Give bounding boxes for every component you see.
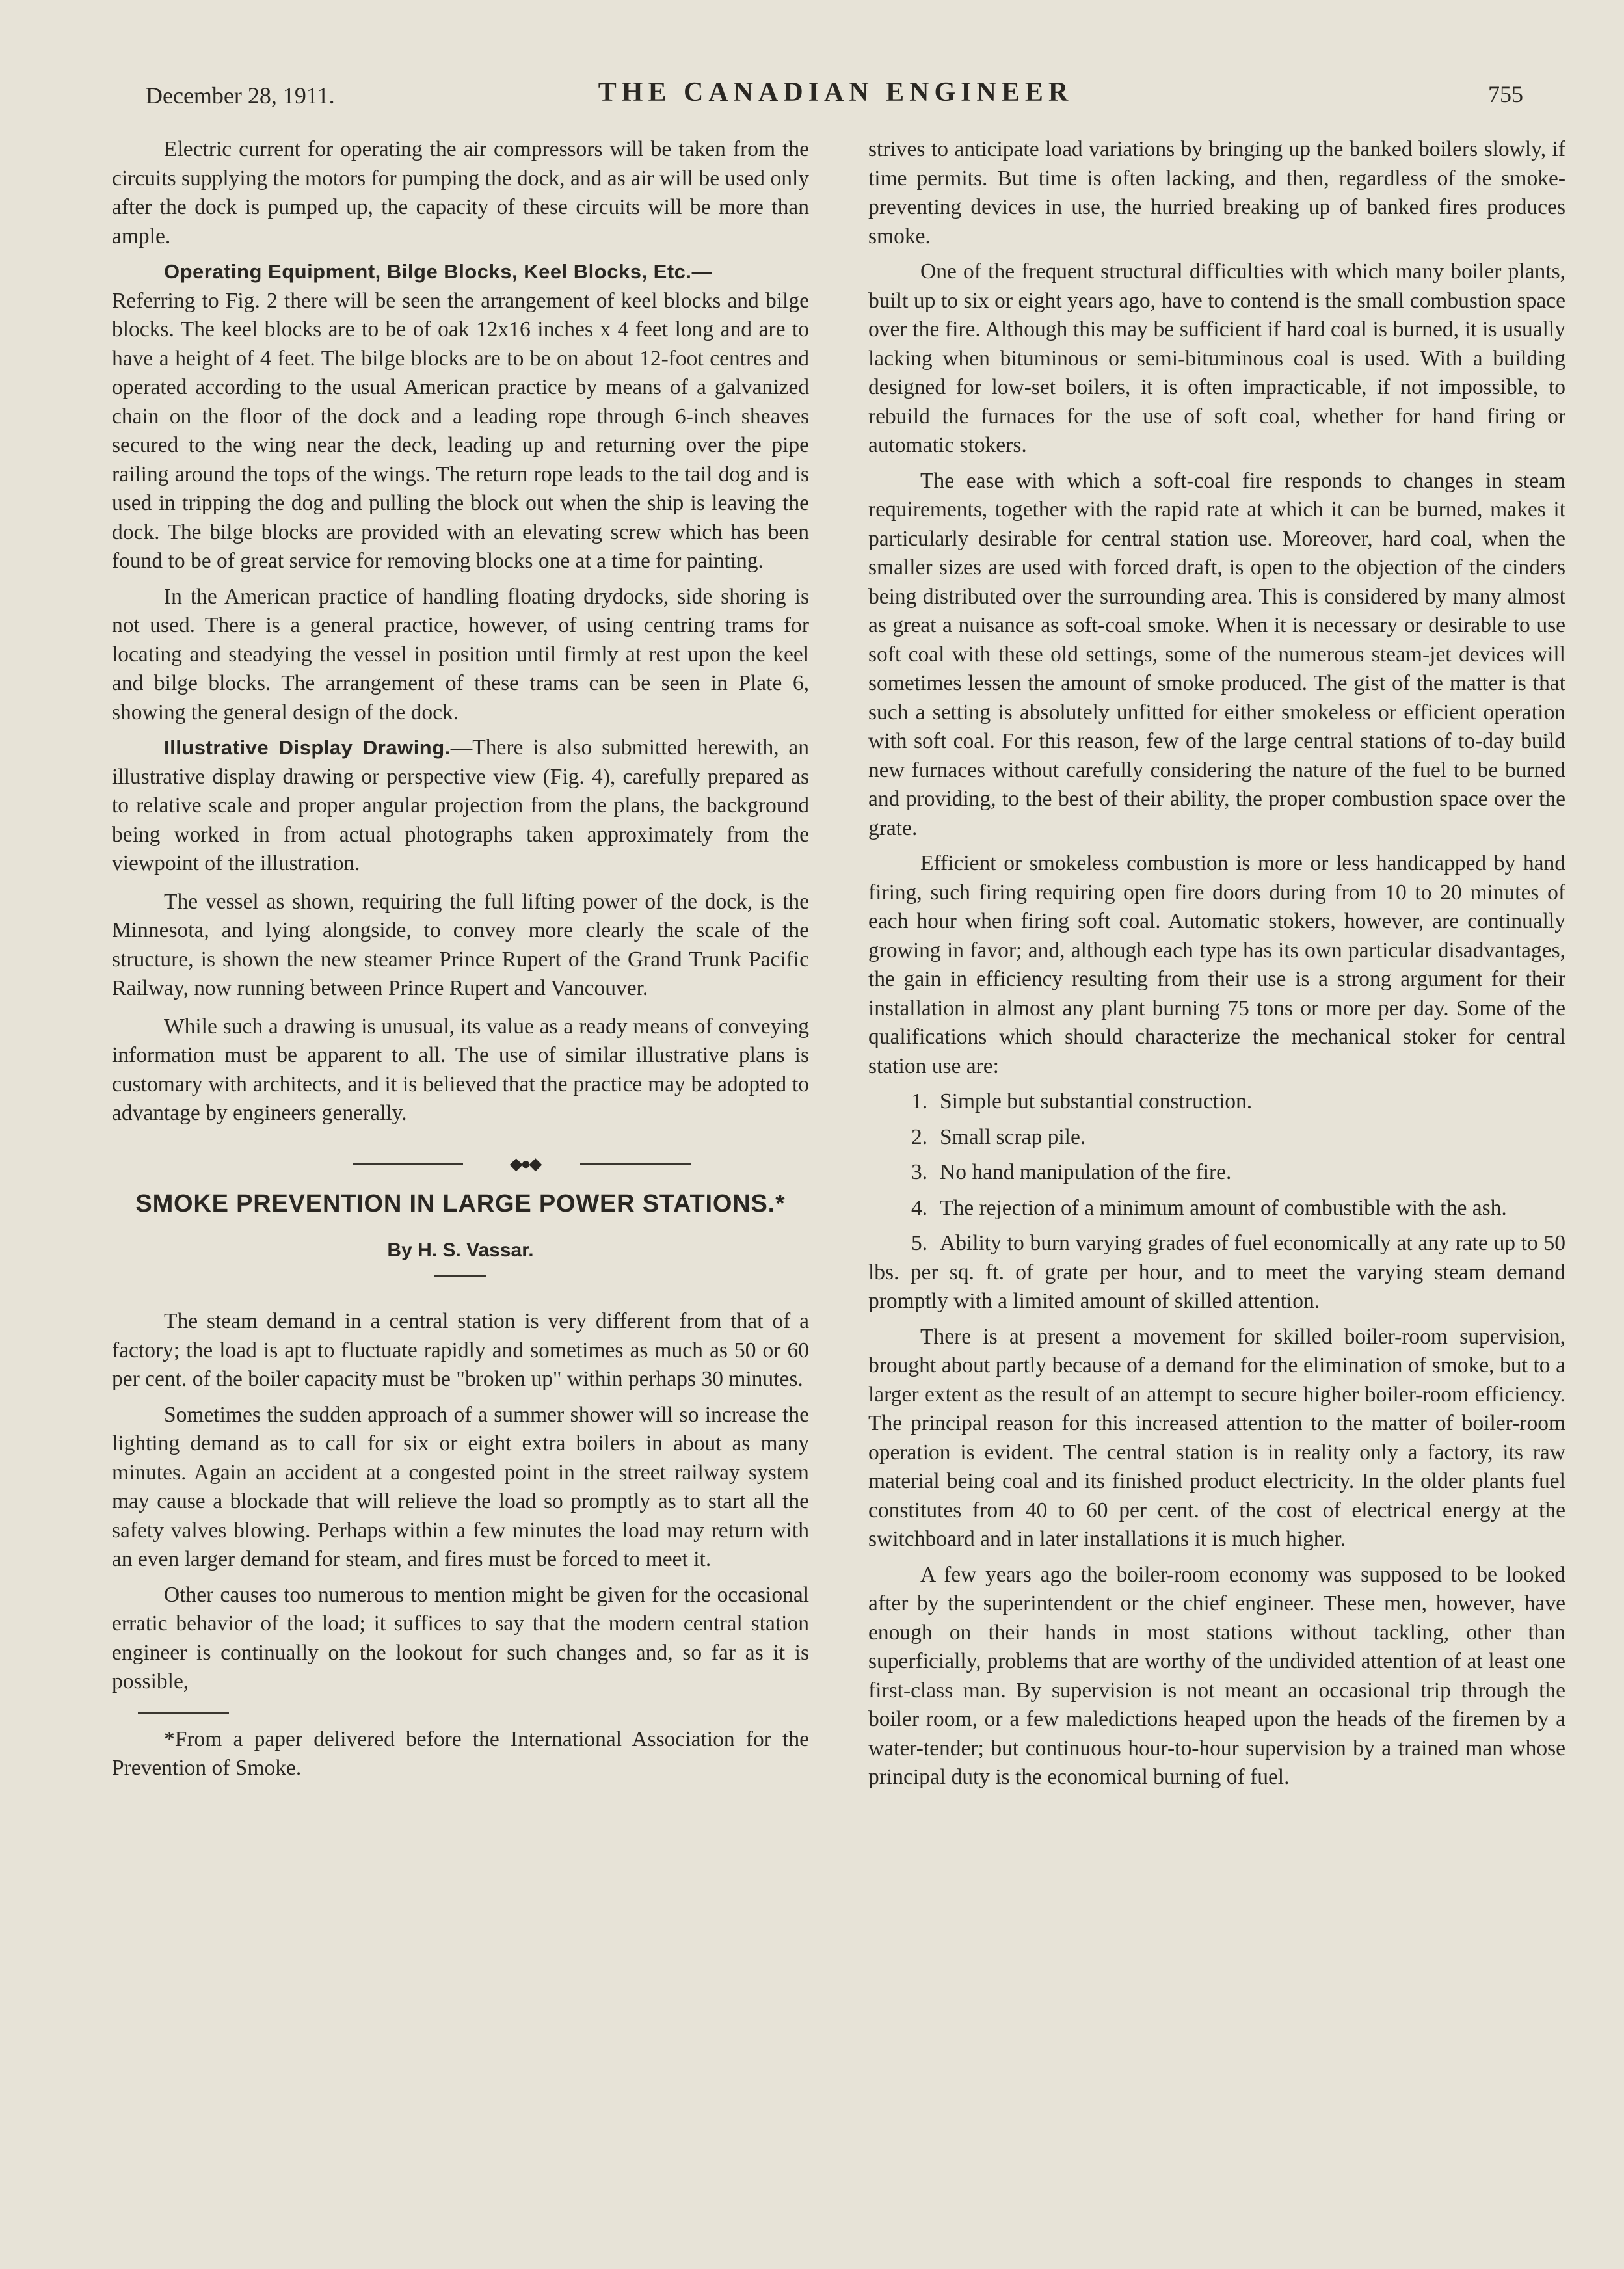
footnote: *From a paper delivered before the International Association for the Prevention of Smoke. xyxy=(112,1727,809,1780)
issue-date: December 28, 1911. xyxy=(146,83,335,109)
paragraph: Sometimes the sudden approach of a summer shower will so increase the lighting demand as to call for six or eight extra boilers in about as many minutes. Again an accident at a congested point in the street railway system may cause a blockade that will relieve the load so promptly as to start all the safety valves blowing. Perhaps within a few minutes the load may return with an even larger demand for steam, and fires must be forced to meet it. xyxy=(112,1402,809,1571)
paragraph xyxy=(112,258,809,576)
divider xyxy=(434,1275,486,1277)
paragraph xyxy=(112,734,809,879)
journal-title: THE CANADIAN ENGINEER xyxy=(598,77,1074,107)
ornament-line xyxy=(353,1163,463,1165)
ornament-diamonds: ◆●◆ xyxy=(509,1154,540,1173)
paragraph: Efficient or smokeless combustion is more or less handicapped by hand firing, such firing requiring open fire doors during from 10 to 20 minutes of each hour when firing soft coal. Automatic stokers, however, are continually growing in favor; and, although each type has its own particular disadvantages, the gain in efficiency resulting from their use is a strong argument for their installation in almost any plant burning 75 tons or more per day. Some of the qualifications which should characterize the mechanical stoker for central station use are: xyxy=(868,851,1565,1078)
paragraph-text: Referring to Fig. 2 there will be seen the arrangement of keel blocks and bilge blocks. The keel blocks are to be of oak 12x16 inches x 4 feet long and are to have a height of 4 feet. The bilge blocks are to be on about 12-foot centres and operated according to the usual American practice by means of a galvanized chain on the floor of the dock and a leading rope through 6-inch sheaves secured to the wing near the deck, leading up and returning over the pipe railing around the tops of the wings. The return rope leads to the tail dog and is used in tripping the dog and pulling the block out when the ship is leaving the dock. The bilge blocks are provided with an elevating screw which has been found to be of great service for removing blocks one at a time for painting. xyxy=(112,288,809,573)
paragraph: The ease with which a soft-coal fire responds to changes in steam requirements, together with the rapid rate at which it can be burned, makes it particularly desirable for central station use. Moreover, hard coal, when the smaller sizes are used with forced draft, is open to the objection of the cinders being distributed over the surrounding area. This is considered by many almost as great a nuisance as soft-coal smoke. When it is necessary or desirable to use soft coal with these old settings, some of the numerous steam-jet devices will sometimes lessen the amount of smoke produced. The gist of the matter is that such a setting is absolutely unfitted for either smokeless or efficient operation with soft coal. For this reason, few of the large central stations of to-day build new furnaces without carefully considering the nature of the fuel to be burned and providing, to the best of their ability, the proper combustion space over the grate. xyxy=(868,468,1565,840)
byline: By H. S. Vassar. xyxy=(387,1239,534,1261)
paragraph: Other causes too numerous to mention might be given for the occasional erratic behavior of the load; it suffices to say that the modern central station engineer is continually on the lookout for such changes and, so far as it is possible, xyxy=(112,1582,809,1693)
list-item: 3. No hand manipulation of the fire. xyxy=(911,1160,1232,1184)
paragraph-text: —There is also submitted herewith, an illustrative display drawing or perspective view (Fig. 4), carefully prepared as to relative scale and proper angular projection from the plans, the background being worked in from actual photographs taken approximately from the viewpoint of the illustration. xyxy=(112,736,809,875)
page-number: 755 xyxy=(1488,81,1523,107)
article-title: SMOKE PREVENTION IN LARGE POWER STATIONS.* xyxy=(135,1189,786,1217)
paragraph: strives to anticipate load variations by bringing up the banked boilers slowly, if time permits. But time is often lacking, and then, regardless of the smoke-preventing devices in use, the hurried breaking up of banked fires produces smoke. xyxy=(868,137,1565,248)
section-subhead: Illustrative Display Drawing. xyxy=(164,736,451,759)
paragraph: A few years ago the boiler-room economy was supposed to be looked after by the superintendent or the chief engineer. These men, however, have enough on their hands in most stations without tackling, other than superficially, problems that are worthy of the undivided attention of at least one first-class man. By supervision is not meant an occasional trip through the boiler room, or a few maledictions heaped upon the heads of the firemen by a water-tender; but continuous hour-to-hour supervision by a trained man whose principal duty is the economical burning of fuel. xyxy=(868,1562,1565,1789)
page-header xyxy=(143,77,1528,116)
paragraph: One of the frequent structural difficulties with which many boiler plants, built up to six or eight years ago, have to contend is the small combustion space over the fire. Although this may be sufficient if hard coal is burned, it is usually lacking when bituminous or semi-bituminous coal is used. With a building designed for low-set boilers, it is often impracticable, if not impossible, to rebuild the furnaces for the use of soft coal, whether for hand firing or automatic stokers. xyxy=(868,259,1565,457)
paragraph: In the American practice of handling floating drydocks, side shoring is not used. There is a general practice, however, of using centring trams for locating and steadying the vessel in position until firmly at rest upon the keel and bilge blocks. The arrangement of these trams can be seen in Plate 6, showing the general design of the dock. xyxy=(112,584,809,724)
paragraph: Electric current for operating the air compressors will be taken from the circuits supplying the motors for pumping the dock, and as air will be used only after the dock is pumped up, the capacity of these circuits will be more than ample. xyxy=(112,137,809,248)
paragraph: While such a drawing is unusual, its value as a ready means of conveying information must be apparent to all. The use of similar illustrative plans is customary with architects, and it is believed that the practice may be adopted to advantage by engineers generally. xyxy=(112,1014,809,1125)
qualifications-list xyxy=(868,1087,1565,1316)
list-item: 5. Ability to burn varying grades of fuel economically at any rate up to 50 lbs. per sq. ft. of grate per hour, and to meet the varying steam demand promptly with a limited amount of skilled attention. xyxy=(868,1231,1565,1313)
left-column xyxy=(112,135,809,1790)
section-subhead: Operating Equipment, Bilge Blocks, Keel Blocks, Etc.— xyxy=(164,260,713,283)
footnote-rule xyxy=(138,1712,229,1714)
list-item: 1. Simple but substantial construction. xyxy=(911,1089,1253,1113)
section-ornament xyxy=(112,1154,809,1174)
list-item: 2. Small scrap pile. xyxy=(911,1124,1086,1149)
paragraph: The steam demand in a central station is very different from that of a factory; the load is apt to fluctuate rapidly and sometimes as much as 50 or 60 per cent. of the boiler capacity must be "broken up" within perhaps 30 minutes. xyxy=(112,1309,809,1391)
paragraph: There is at present a movement for skilled boiler-room supervision, brought about partly because of a demand for the elimination of smoke, but to a larger extent as the result of an attempt to secure higher boiler-room efficiency. The principal reason for this increased attention to the matter of boiler-room operation is evident. The central station is in reality only a factory, its raw material being coal and its finished product electricity. In the older plants fuel constitutes from 40 to 60 per cent. of the cost of electrical energy at the switchboard and in later installations it is much higher. xyxy=(868,1324,1565,1551)
right-column xyxy=(868,135,1565,1799)
list-item: 4. The rejection of a minimum amount of combustible with the ash. xyxy=(911,1195,1507,1220)
paragraph: The vessel as shown, requiring the full lifting power of the dock, is the Minnesota, and lying alongside, to convey more clearly the scale of the structure, is shown the new steamer Prince Rupert of the Grand Trunk Pacific Railway, now running between Prince Rupert and Vancouver. xyxy=(112,889,809,1000)
ornament-line xyxy=(580,1163,691,1165)
